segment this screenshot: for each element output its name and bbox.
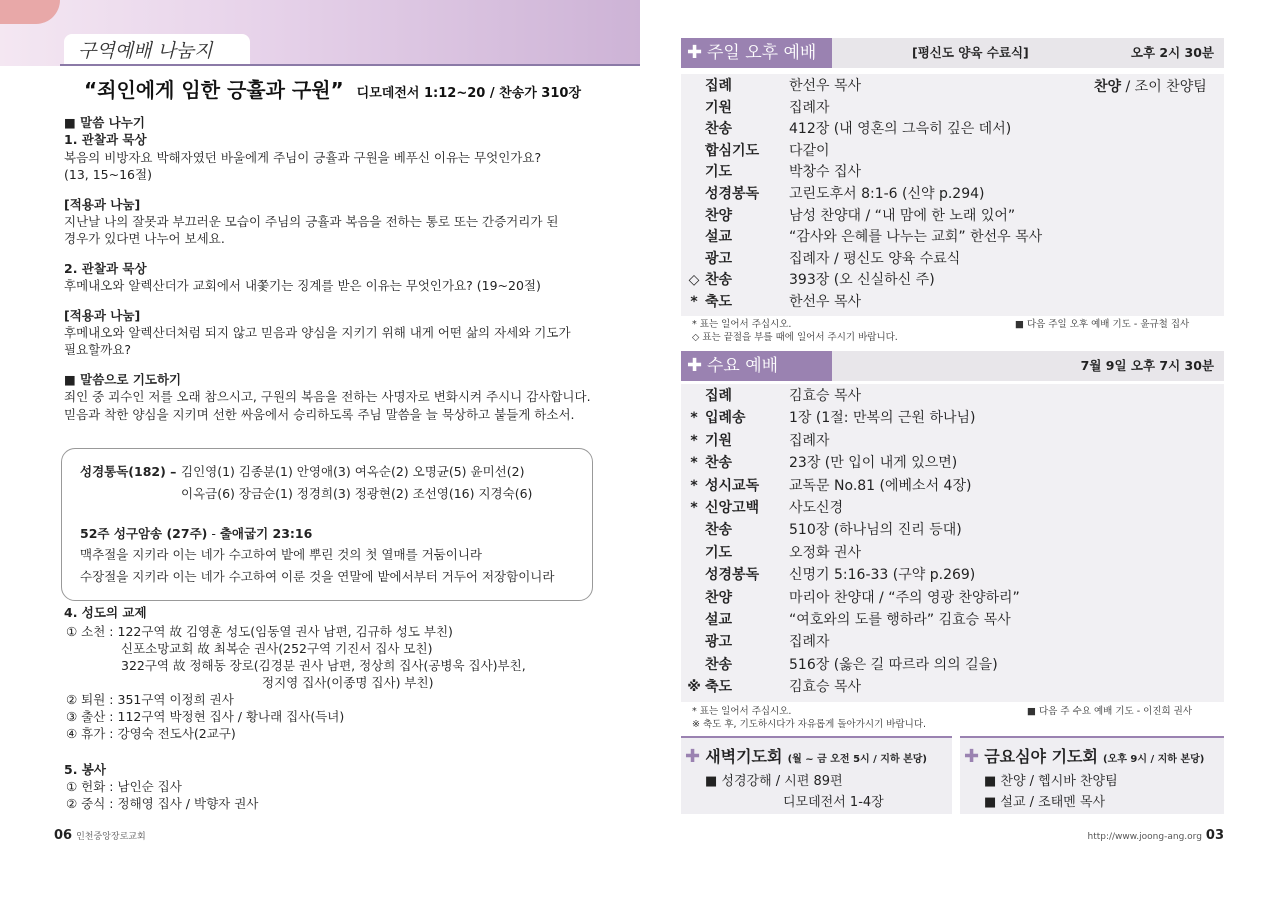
order-value: 사도신경 — [789, 500, 844, 516]
section-heading: ■ 말씀 나누기 — [64, 115, 145, 130]
bible-reading-line-1: 김인영(1) 김종분(1) 안영애(3) 여옥순(2) 오명균(5) 윤미선(2) — [181, 464, 525, 479]
order-row — [681, 431, 1224, 452]
right-page-number: 03 — [1205, 828, 1224, 843]
sermon-reference: 디모데전서 1:12~20 / 찬송가 310장 — [356, 86, 582, 101]
order-label: 찬송 — [705, 272, 733, 289]
order-label: 설교 — [705, 612, 733, 628]
fellowship-title: 4. 성도의 교제 — [64, 605, 147, 620]
praise-value: / 조이 찬양팀 — [1125, 79, 1207, 95]
order-value: 한선우 목사 — [789, 78, 862, 94]
order-label: 집례 — [705, 78, 733, 94]
order-label: 기도 — [705, 164, 733, 181]
dawn-prayer-line-2: 디모데전서 1-4장 — [783, 795, 884, 810]
sermon-title: “죄인에게 임한 긍휼과 구원” — [84, 78, 344, 102]
cross-icon: ✚ — [687, 355, 703, 376]
bible-reading-line-2: 이옥금(6) 장금순(1) 정경희(3) 정광현(2) 조선영(16) 지경숙(6) — [181, 486, 533, 501]
order-value: 신명기 5:16-33 (구약 p.269) — [789, 567, 976, 584]
order-marker: * — [690, 294, 698, 310]
dawn-prayer-sub: (월 ~ 금 오전 5시 / 지하 본당) — [787, 754, 928, 765]
fellowship-line: ② 퇴원 : 351구역 이정희 권사 — [66, 692, 234, 707]
service-title: 5. 봉사 — [64, 762, 106, 777]
order-row — [681, 610, 1224, 631]
friday-prayer-heading — [964, 744, 1204, 767]
left-page-number: 06 — [54, 828, 73, 843]
order-label: 광고 — [705, 634, 733, 651]
order-row — [681, 498, 1224, 519]
dawn-prayer-heading — [685, 744, 927, 767]
fellowship-line: ① 소천 : 122구역 故 김영훈 성도(임동열 권사 남편, 김규하 성도 부친) — [66, 624, 453, 639]
order-value: 집례자 / 평신도 양육 수료식 — [789, 250, 961, 267]
order-row — [681, 270, 1224, 291]
order-marker: * — [690, 500, 698, 516]
order-value: “여호와의 도를 행하라” 김효승 목사 — [789, 612, 1011, 628]
order-row — [681, 184, 1224, 205]
dawn-prayer-title: 새벽기도회 — [705, 747, 783, 766]
discussion-line: 복음의 비방자요 박해자였던 바울에게 주님이 긍휼과 구원을 베푸신 이유는 무엇인가요? — [64, 149, 542, 165]
order-label: 찬양 — [705, 589, 733, 606]
order-label: 찬송 — [705, 121, 733, 138]
order-value: 다같이 — [789, 142, 830, 159]
order-value: 집례자 — [789, 99, 830, 116]
order-value: 남성 찬양대 / “내 맘에 한 노래 있어” — [789, 207, 1016, 224]
sunday-order-list — [681, 74, 1224, 316]
sunday-note-1: * 표는 일어서 주십시오. — [692, 319, 792, 330]
order-label: 찬송 — [705, 455, 733, 472]
order-value: 516장 (옳은 길 따르라 의의 길을) — [789, 656, 998, 673]
sunday-service-info — [832, 38, 1224, 68]
section-heading: [적용과 나눔] — [64, 196, 141, 212]
order-row — [681, 677, 1224, 698]
order-row — [681, 386, 1224, 407]
order-row — [681, 453, 1224, 474]
order-label: 기원 — [705, 432, 733, 449]
service-line: ② 중식 : 정해영 집사 / 박향자 권사 — [66, 796, 259, 811]
order-value: 마리아 찬양대 / “주의 영광 찬양하리” — [789, 589, 1020, 606]
wednesday-note-1: * 표는 일어서 주십시오. — [692, 706, 792, 717]
friday-prayer-title: 금요심야 기도회 — [984, 747, 1098, 766]
friday-prayer-line-1: ■ 찬양 / 헵시바 찬양팀 — [984, 774, 1118, 789]
left-title-rule — [60, 64, 640, 66]
right-footer — [1087, 828, 1224, 843]
discussion-line: 지난날 나의 잘못과 부끄러운 모습이 주님의 긍휼과 복음을 전하는 통로 또는 간증거리가 된 — [64, 214, 559, 229]
service-line: ① 헌화 : 남인순 집사 — [66, 779, 182, 794]
fellowship-line: ④ 휴가 : 강영숙 전도사(2교구) — [66, 726, 236, 741]
order-row — [681, 520, 1224, 541]
sermon-heading — [84, 74, 581, 103]
sunday-service-time: 오후 2시 30분 — [1130, 45, 1214, 60]
order-value: “감사와 은혜를 나누는 교회” 한선우 목사 — [789, 229, 1043, 246]
memory-verse-2: 수장절을 지키라 이는 네가 수고하여 이룬 것을 연말에 밭에서부터 거두어 저장함이니라 — [80, 569, 555, 584]
order-label: 집례 — [705, 388, 733, 404]
discussion-line: 경우가 있다면 나누어 보세요. — [64, 231, 225, 247]
order-value: 교독문 No.81 (에베소서 4장) — [789, 477, 972, 494]
order-marker: ※ — [687, 679, 701, 696]
wednesday-service-tag — [681, 351, 832, 381]
order-label: 합심기도 — [705, 142, 760, 159]
order-row — [681, 408, 1224, 429]
sunday-service-header — [681, 38, 1224, 68]
discussion-line: 후메내오와 알렉산더가 교회에서 내쫓기는 징계를 받은 이유는 무엇인가요? (19~20절) — [64, 278, 541, 294]
fellowship-line: 신포소망교회 故 최복순 권사(252구역 기진서 집사 모친) — [121, 641, 433, 656]
order-marker: ◇ — [688, 272, 700, 289]
section-heading: ■ 말씀으로 기도하기 — [64, 371, 182, 387]
order-value: 510장 (하나님의 진리 등대) — [789, 522, 962, 539]
wednesday-note-2: ※ 축도 후, 기도하시다가 자유롭게 돌아가시기 바랍니다. — [692, 719, 927, 730]
friday-prayer-box — [960, 736, 1224, 814]
order-label: 기도 — [705, 544, 733, 561]
order-label: 축도 — [705, 679, 733, 696]
order-value: 김효승 목사 — [789, 388, 862, 404]
order-marker: * — [690, 432, 698, 449]
discussion-line: 후메내오와 알렉산더처럼 되지 않고 믿음과 양심을 지키기 위해 내게 어떤 삶의 자세와 기도가 — [64, 325, 571, 340]
order-value: 한선우 목사 — [789, 294, 862, 310]
order-label: 찬송 — [705, 656, 733, 673]
dawn-prayer-line-1: ■ 성경강해 / 시편 89편 — [705, 774, 843, 789]
order-value: 집례자 — [789, 634, 830, 651]
order-label: 광고 — [705, 250, 733, 267]
order-value: 박창수 집사 — [789, 164, 862, 181]
dawn-prayer-box — [681, 736, 952, 814]
memory-reference: 출애굽기 23:16 — [219, 526, 313, 541]
order-value: 1장 (1절: 만복의 근원 하나님) — [789, 410, 976, 427]
order-row — [681, 543, 1224, 564]
order-label: 찬양 — [705, 207, 733, 224]
section-heading: 2. 관찰과 묵상 — [64, 260, 147, 276]
wednesday-service-header — [681, 351, 1224, 381]
order-value: 집례자 — [789, 432, 830, 449]
fellowship-line: 정지영 집사(이종명 집사) 부친) — [262, 675, 434, 690]
order-label: 찬송 — [705, 522, 733, 539]
order-marker: * — [690, 455, 698, 472]
memory-verse-heading: 52주 성구암송 (27주) - 출애굽기 23:16 — [80, 526, 313, 541]
wednesday-order-list — [681, 384, 1224, 702]
order-value: 412장 (내 영혼의 그윽히 깊은 데서) — [789, 121, 1012, 138]
order-row — [681, 141, 1224, 162]
order-marker: * — [690, 477, 698, 494]
order-label: 성경봉독 — [705, 186, 760, 202]
order-value: 김효승 목사 — [789, 679, 862, 696]
order-row — [681, 588, 1224, 609]
sunday-service-subtitle: [평신도 양육 수료식] — [912, 45, 1029, 60]
cross-icon: ✚ — [685, 746, 701, 767]
order-label: 신앙고백 — [705, 500, 760, 516]
order-row — [681, 206, 1224, 227]
discussion-line: 믿음과 착한 양심을 지키며 선한 싸움에서 승리하도록 주님 말씀을 늘 묵상하고 붙들게 하소서. — [64, 406, 575, 422]
order-value: 오정화 권사 — [789, 544, 862, 561]
memory-verse-1: 맥추절을 지키라 이는 네가 수고하여 밭에 뿌린 것의 첫 열매를 거둠이니라 — [80, 547, 482, 562]
fellowship-line: ③ 출산 : 112구역 박정현 집사 / 황나래 집사(득녀) — [66, 709, 345, 724]
discussion-line: 필요할까요? — [64, 342, 132, 358]
order-label: 설교 — [705, 229, 733, 246]
wednesday-service-title: 수요 예배 — [707, 356, 779, 376]
website-url: http://www.joong-ang.org — [1087, 832, 1202, 842]
discussion-line: (13, 15~16절) — [64, 167, 152, 183]
order-label: 성경봉독 — [705, 567, 760, 584]
friday-prayer-sub: (오후 9시 / 지하 본당) — [1103, 754, 1205, 765]
wednesday-next-prayer: ■ 다음 주 수요 예배 기도 - 이진희 권사 — [1027, 706, 1193, 717]
order-row — [681, 476, 1224, 497]
order-row — [681, 162, 1224, 183]
sunday-service-tag — [681, 38, 832, 68]
order-row — [681, 119, 1224, 140]
sunday-next-prayer: ■ 다음 주일 오후 예배 기도 - 윤규철 집사 — [1015, 319, 1190, 330]
church-name: 인천중앙장로교회 — [76, 832, 146, 842]
order-row — [681, 632, 1224, 653]
cross-icon: ✚ — [964, 746, 980, 767]
order-marker: * — [690, 410, 698, 427]
section-heading: 1. 관찰과 묵상 — [64, 132, 147, 148]
order-label: 기원 — [705, 99, 733, 116]
friday-prayer-line-2: ■ 설교 / 조태멘 목사 — [984, 795, 1106, 810]
discussion-line: 죄인 중 괴수인 저를 오래 참으시고, 구원의 복음을 전하는 사명자로 변화시켜 주시니 감사합니다. — [64, 389, 591, 405]
sunday-praise — [1094, 76, 1207, 96]
order-row — [681, 565, 1224, 586]
left-footer — [54, 828, 146, 843]
order-label: 축도 — [705, 294, 733, 310]
bible-reading-label: 성경통독(182) – — [80, 464, 177, 479]
sunday-note-2: ◇ 표는 끝절을 부를 때에 일어서 주시기 바랍니다. — [692, 332, 898, 343]
order-label: 입례송 — [705, 410, 746, 427]
sunday-service-title: 주일 오후 예배 — [707, 43, 817, 63]
left-page-title: 구역예배 나눔지 — [64, 34, 250, 64]
cross-icon: ✚ — [687, 42, 703, 63]
order-row — [681, 292, 1224, 313]
section-heading: [적용과 나눔] — [64, 307, 141, 323]
wednesday-service-time: 7월 9일 오후 7시 30분 — [1080, 358, 1214, 373]
order-row — [681, 98, 1224, 119]
order-row — [681, 227, 1224, 248]
order-value: 393장 (오 신실하신 주) — [789, 272, 935, 289]
fellowship-line: 322구역 故 정해동 장로(김경분 권사 남편, 정상희 집사(공병욱 집사)부친, — [121, 658, 526, 673]
memory-label: 52주 성구암송 (27주) — [80, 526, 208, 541]
order-label: 성시교독 — [705, 477, 760, 494]
order-value: 23장 (만 입이 내게 있으면) — [789, 455, 958, 472]
order-row — [681, 249, 1224, 270]
praise-label: 찬양 — [1094, 79, 1122, 95]
order-value: 고린도후서 8:1-6 (신약 p.294) — [789, 186, 985, 202]
wednesday-service-info — [832, 351, 1224, 381]
order-row — [681, 655, 1224, 676]
